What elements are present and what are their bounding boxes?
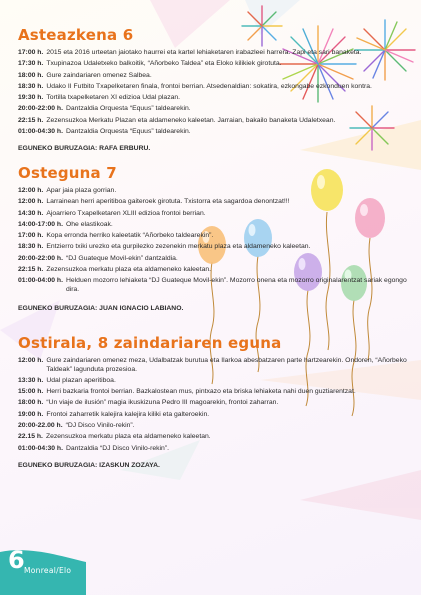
event-item [18,276,410,294]
day-section-friday [18,334,410,469]
event-description: Herri bazkaria frontoi berrian. Bazkalostean mus, pintxazo eta briska lehiaketa nahi duen guztiarentzat. [46,388,356,396]
event-item [18,398,410,407]
event-item [18,265,410,274]
event-item [18,254,410,263]
event-description: Txupinazoa Udaletxeko balkoitik, “Añorbeko Taldea” eta Eloko kilikiek girotuta. [46,60,282,68]
day-section-thursday [18,164,410,311]
event-time: 17:00 h. [18,232,44,240]
event-item [18,387,410,396]
event-item [18,59,410,68]
event-time: 18:30 h. [18,82,44,90]
event-item [18,197,410,206]
event-time: 01:00-04:30 h. [18,127,63,135]
event-item [18,71,410,80]
page-number: 6 [8,546,25,574]
day-section-wednesday [18,26,410,152]
event-description: Zezensuzkoa Merkatu Plazan eta aldameneko kaleetan. Jarraian, bakailo banaketa Udaletxean. [46,116,336,124]
event-item [18,231,410,240]
day-title: Asteazkena 6 [18,26,134,44]
event-description: Ohe elastikoak. [65,220,113,228]
event-time: 15:00 h. [18,388,44,396]
event-time: 01:00-04:00 h. [18,277,63,285]
event-list [18,356,410,453]
event-time: 12:00 h. [18,187,44,195]
event-time: 20:00-22:00 h. [18,105,63,113]
event-description: “Un viaje de ilusión” magia ikuskizuna Pedro III magoarekin, frontoi zaharran. [46,399,279,407]
event-description: Tortilla txapelketaren XI edizioa Udal plazan. [46,94,181,102]
event-item [18,93,410,102]
event-time: 18:00 h. [18,71,44,79]
event-time: 22:15 h. [18,116,44,124]
event-description: Gure zaindariaren omenez meza, Udalbatzak burutua eta Ilarkoa abesbatzaren parte hartzearekin. Ondoren, “Añorbeko Taldeak” lagunduta prozesioa. [46,356,407,373]
event-time: 18:30 h. [18,243,44,251]
event-item [18,410,410,419]
event-description: Udako II Futbito Txapelketaren finala, frontoi berrian. Atsedenaldian: sokatira, ezkongabe ezkonduen kontra. [46,82,372,90]
event-item [18,48,410,57]
event-description: 2015 eta 2016 urteetan jaiotako haurrei eta kartel lehiaketaren irabazleei harrera. Zapi eta sari banaketa. [46,49,362,56]
event-list [18,48,410,136]
day-manager: EGUNEKO BURUZAGIA: RAFA ERBURU. [18,145,151,153]
day-title: Ostirala, 8 zaindariaren eguna [18,333,282,352]
event-time: 18:00 h. [18,399,44,407]
event-time: 17:00 h. [18,49,44,56]
event-item [18,444,410,453]
event-item [18,209,410,218]
event-description: Entzierro txiki urezko eta gurpilezko zezenekin merkatu plaza eta aldameneko kaleetan. [46,243,311,251]
event-time: 22.15 h. [18,433,43,441]
event-description: Frontoi zaharretik kalejira kalejira kiliki eta galteroekin. [46,410,210,418]
event-time: 14:00-17:00 h. [18,220,63,228]
programme [18,20,410,469]
event-item [18,421,410,430]
event-item [18,104,410,113]
day-title: Osteguna 7 [18,164,117,183]
publication-name: Monreal/Elo [24,566,72,575]
event-time: 14:30 h. [18,209,44,217]
event-time: 19:30 h. [18,94,44,102]
event-item [18,116,410,125]
event-time: 13:30 h. [18,376,44,384]
event-time: 19:00 h. [18,410,44,418]
event-item [18,432,410,441]
event-description: Dantzaldia Orquesta “Equus” taldearekin. [65,105,191,113]
event-list [18,186,410,294]
event-description: Dantzaldia “DJ Disco Vinilo-rekin”. [65,444,169,452]
event-description: Ajoarriero Txapelketaren XLIII edizioa frontoi berrian. [46,209,206,217]
event-time: 20:00-22.00 h. [18,422,63,429]
event-time: 17:30 h. [18,60,44,68]
event-item [18,242,410,251]
event-item [18,186,410,195]
event-time: 12:00 h. [18,356,44,364]
event-description: Apar jaia plaza gorrian. [46,187,117,195]
event-item [18,376,410,385]
event-description: Udal plazan aperitiboa. [46,376,116,384]
event-description: Dantzaldia Orquesta “Equus” taldearekin. [65,127,191,135]
event-description: Gure zaindariaren omenez Salbea. [46,71,152,79]
event-description: Zezensuzkoa merkatu plaza eta aldameneko kaleetan. [45,433,211,441]
event-description: “DJ Disco Vinilo-rekin”. [65,422,135,429]
day-manager: EGUNEKO BURUZAGIA: JUAN IGNACIO LABIANO. [18,304,184,312]
day-manager: EGUNEKO BURUZAGIA: IZASKUN ZOZAYA. [18,461,160,469]
event-description: “DJ Guateque Movil-ekin” dantzaldia. [65,254,178,262]
event-item [18,127,410,136]
event-description: Larrainean herri aperitiboa gaiteroek girotuta. Txistorra eta sagardoa denontzat!!! [46,198,290,206]
event-description: Kopa erronda herriko kaleetatik “Añorbeko taldearekin”. [46,232,214,240]
event-time: 20:00-22:00 h. [18,254,63,262]
event-time: 22:15 h. [18,266,44,274]
event-description: Zezensuzkoa merkatu plaza eta aldameneko kaleetan. [46,266,212,274]
event-time: 12:00 h. [18,198,44,206]
event-item [18,356,410,374]
event-description: Helduen mozorro lehiaketa “DJ Guateque Movil-ekin”. Mozorro onena eta mozorro originalarentzat sariak egongo dira. [65,277,407,294]
event-item [18,82,410,91]
event-item [18,220,410,229]
event-time: 01:00-04:30 h. [18,444,63,452]
